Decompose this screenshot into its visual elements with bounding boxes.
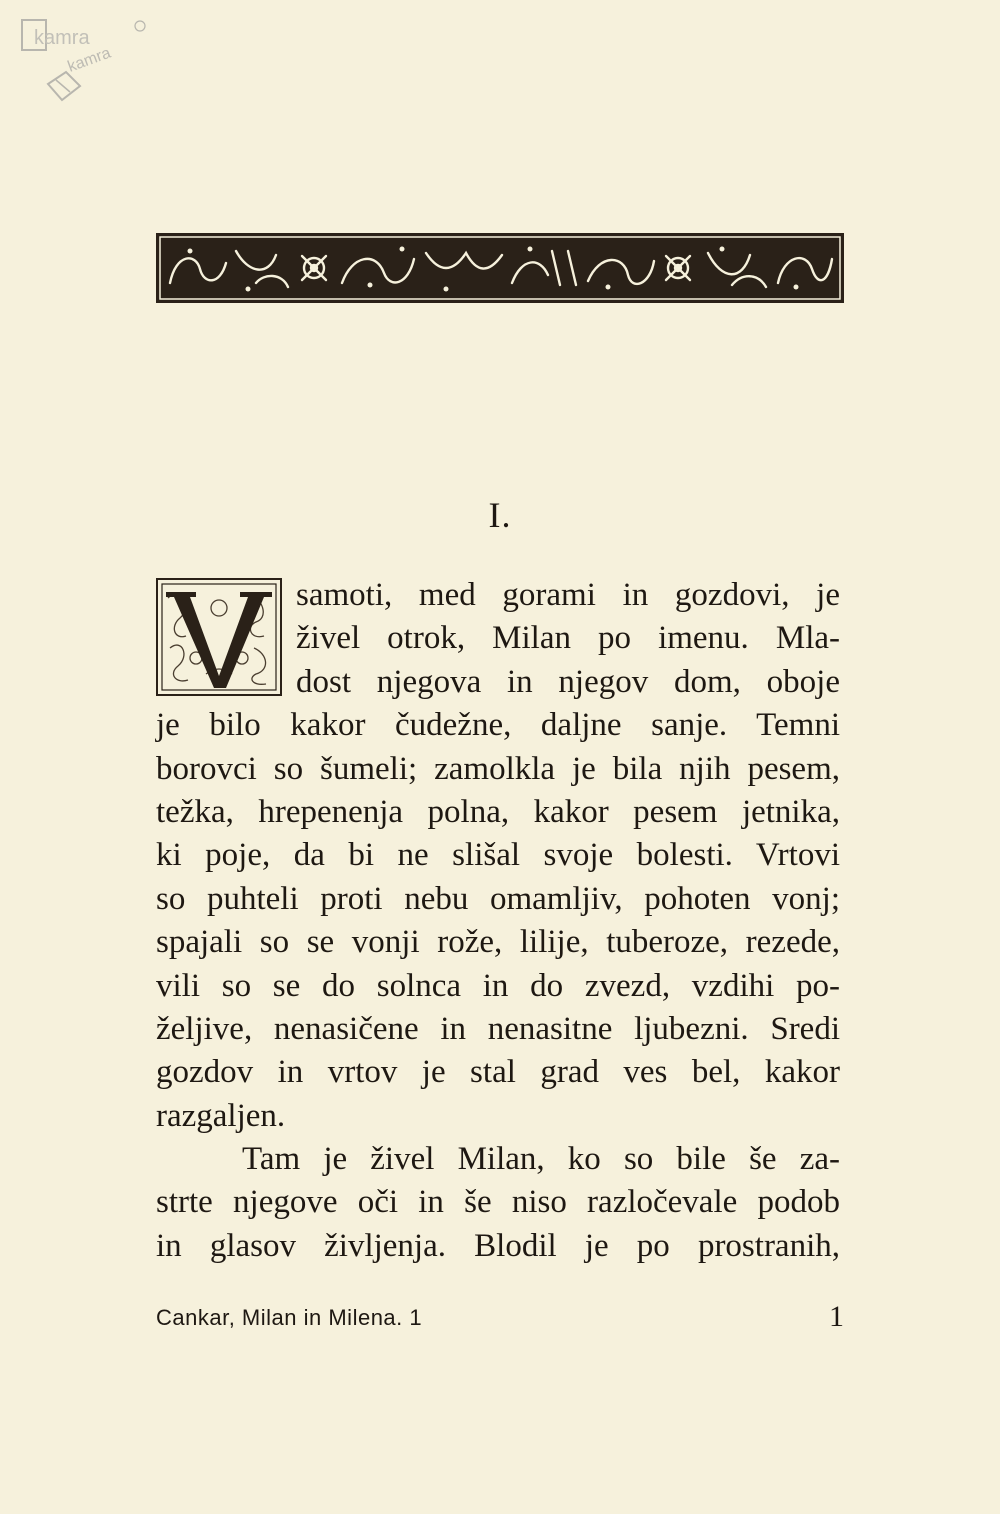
kamra-watermark-logo [18, 14, 158, 114]
svg-text:kamra: kamra [65, 44, 114, 76]
page-number: 1 [829, 1300, 844, 1333]
text-line: ki poje, da bi ne slišal svoje bolesti. Vrtovi [156, 837, 840, 874]
body-text [156, 574, 840, 1268]
text-line: in glasov življenja. Blodil je po prostranih, [156, 1227, 840, 1264]
text-line: željive, nenasičene in nenasitne ljubezni. Sredi [156, 1010, 840, 1047]
text-line: Tam je živel Milan, ko so bile še za- [242, 1141, 840, 1178]
text-line: spajali so se vonji rože, lilije, tuberoze, rezede, [156, 924, 840, 961]
text-line: borovci so šumeli; zamolkla je bila njih pesem, [156, 750, 840, 787]
text-line: razgaljen. [156, 1097, 286, 1134]
svg-text:kamra: kamra [34, 27, 90, 49]
text-line: dost njegova in njegov dom, oboje [296, 663, 840, 700]
text-line: so puhteli proti nebu omamljiv, pohoten vonj; [156, 880, 840, 917]
footer-signature: Cankar, Milan in Milena. 1 [156, 1305, 423, 1330]
text-line: gozdov in vrtov je stal grad ves bel, kakor [156, 1054, 840, 1091]
text-line: samoti, med gorami in gozdovi, je [296, 577, 840, 613]
text-line: je bilo kakor čudežne, daljne sanje. Temni [156, 707, 840, 744]
text-line: živel otrok, Milan po imenu. Mla- [296, 620, 840, 657]
chapter-number: I. [488, 495, 512, 535]
text-line: težka, hrepenenja polna, kakor pesem jetnika, [156, 793, 840, 830]
decorative-ornament-band [156, 233, 844, 303]
text-line: vili so se do solnca in do zvezd, vzdihi po- [156, 967, 840, 1004]
text-line: strte njegove oči in še niso razločevale podob [156, 1184, 840, 1221]
